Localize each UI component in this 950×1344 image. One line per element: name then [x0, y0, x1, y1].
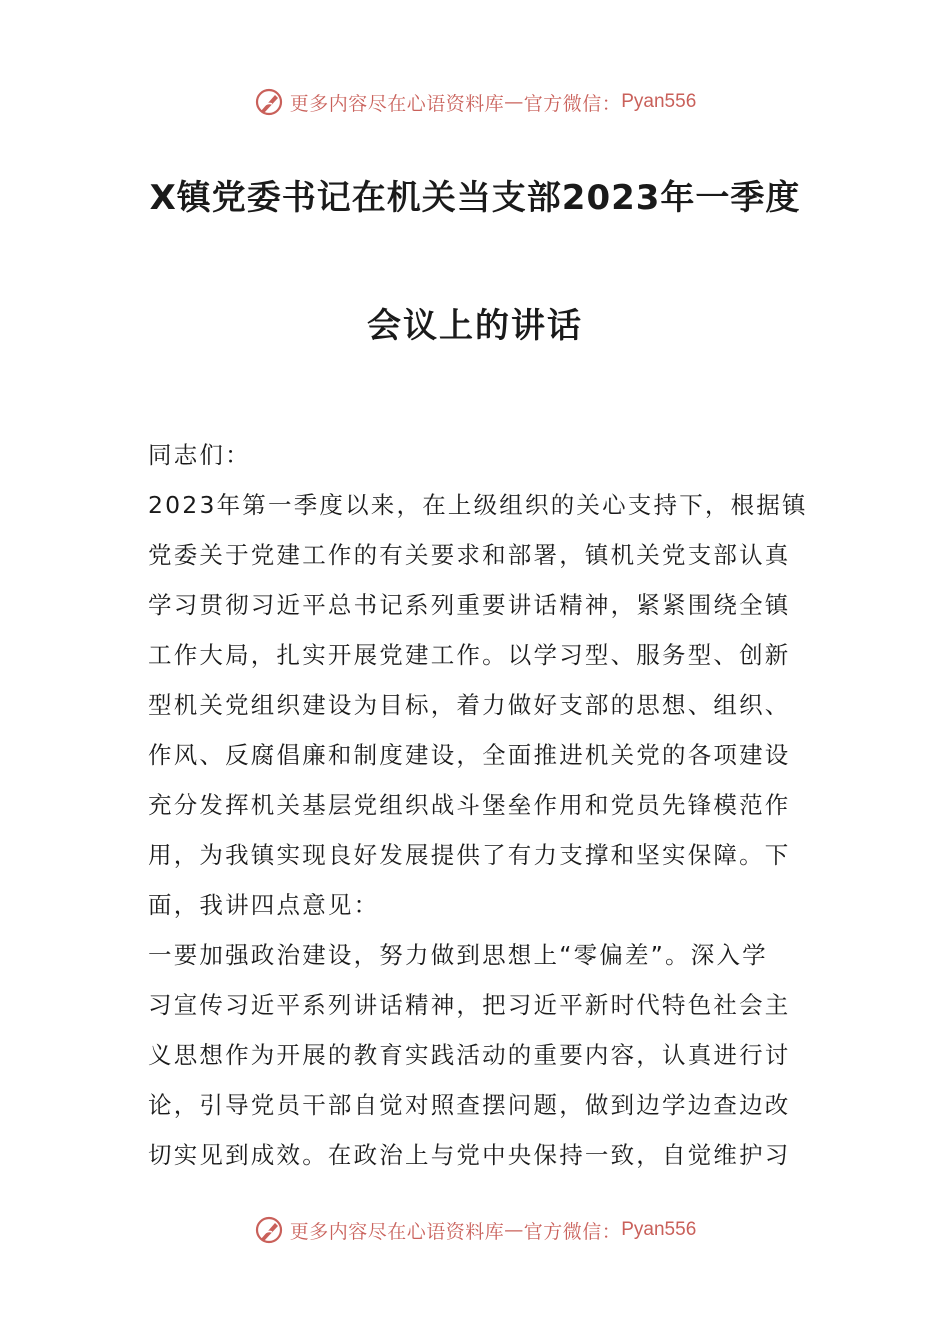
watermark-separator: — [504, 1219, 524, 1241]
pen-logo-icon [254, 87, 284, 117]
watermark-wechat-id: Pyan556 [621, 1219, 697, 1240]
watermark-banner-top [0, 82, 950, 122]
watermark-separator: — [504, 91, 524, 113]
body-line: 充分发挥机关基层党组织战斗堡垒作用和党员先锋模范作 [148, 791, 791, 819]
body-line: 作风、反腐倡廉和制度建设，全面推进机关党的各项建设 [148, 741, 791, 769]
body-line: 义思想作为开展的教育实践活动的重要内容，认真进行讨 [148, 1041, 791, 1069]
body-line: 用，为我镇实现良好发展提供了有力支撑和坚实保障。下 [148, 841, 791, 869]
body-line: 同志们： [148, 441, 251, 469]
title-line-1: X镇党委书记在机关当支部2023年一季度 [149, 178, 801, 218]
watermark-text: 更多内容尽在心语资料库 [289, 92, 505, 115]
watermark-wechat-label: 官方微信： [523, 1220, 622, 1243]
watermark-banner-bottom [0, 1210, 950, 1250]
body-line: 论，引导党员干部自觉对照查摆问题，做到边学边查边改 [148, 1091, 791, 1119]
body-line: 面，我讲四点意见： [148, 891, 380, 919]
body-line: 工作大局，扎实开展党建工作。以学习型、服务型、创新 [148, 641, 791, 669]
title-line-2: 会议上的讲话 [367, 306, 583, 346]
body-line: 学习贯彻习近平总书记系列重要讲话精神，紧紧围绕全镇 [148, 591, 791, 619]
watermark-wechat-label: 官方微信： [523, 92, 622, 115]
body-line: 型机关党组织建设为目标，着力做好支部的思想、组织、 [148, 691, 791, 719]
watermark-wechat-id: Pyan556 [621, 91, 697, 112]
pen-logo-icon [254, 1215, 284, 1245]
watermark-text: 更多内容尽在心语资料库 [289, 1220, 505, 1243]
body-line: 切实见到成效。在政治上与党中央保持一致，自觉维护习 [148, 1141, 791, 1169]
body-line: 习宣传习近平系列讲话精神，把习近平新时代特色社会主 [148, 991, 791, 1019]
body-line: 一要加强政治建设，努力做到思想上“零偏差”。深入学 [148, 941, 768, 969]
body-line: 党委关于党建工作的有关要求和部署，镇机关党支部认真 [148, 541, 791, 569]
body-line: 2023年第一季度以来，在上级组织的关心支持下，根据镇 [148, 491, 808, 519]
speech-body [148, 430, 808, 1180]
